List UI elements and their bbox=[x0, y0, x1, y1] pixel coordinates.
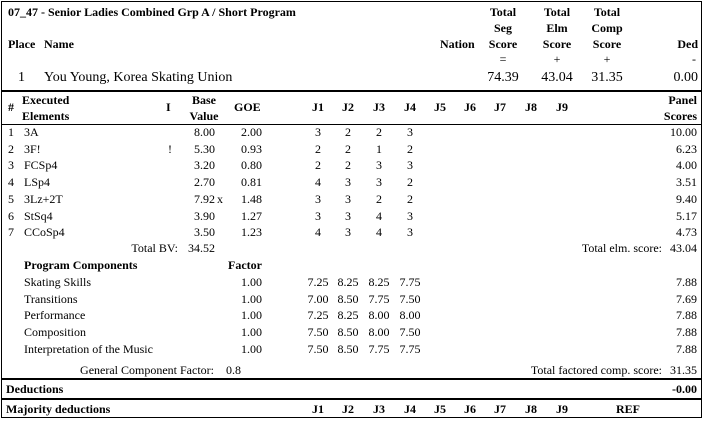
skater-tes: 43.04 bbox=[541, 70, 573, 85]
component-judge-score: 7.50 bbox=[307, 325, 329, 340]
skater-name: You Young, Korea Skating Union bbox=[44, 70, 233, 85]
element-num: 1 bbox=[8, 125, 14, 139]
judge-header-7: J7 bbox=[494, 100, 506, 114]
element-judge-score: 2 bbox=[407, 175, 413, 190]
component-factor: 1.00 bbox=[241, 291, 262, 306]
col-panel-2: Scores bbox=[663, 109, 697, 123]
element-goe: 0.81 bbox=[241, 175, 262, 190]
header-tes-3: Score bbox=[542, 37, 572, 51]
total-bv-label: Total BV: bbox=[131, 241, 178, 255]
component-name: Interpretation of the Music bbox=[24, 341, 153, 356]
element-judge-score: 3 bbox=[345, 225, 351, 240]
col-panel-1: Panel bbox=[668, 93, 697, 107]
gcf-label: General Component Factor: bbox=[80, 363, 214, 377]
component-judge-score: 7.50 bbox=[307, 341, 329, 356]
header-place: Place bbox=[8, 37, 36, 51]
component-judge-score: 8.50 bbox=[337, 291, 359, 306]
element-goe: 1.48 bbox=[241, 191, 262, 206]
element-num: 5 bbox=[8, 191, 14, 206]
element-panel-score: 6.23 bbox=[676, 141, 697, 156]
divider-top bbox=[2, 90, 701, 92]
element-code: CCoSp4 bbox=[24, 225, 65, 240]
element-base: 2.70 bbox=[194, 175, 215, 190]
majority-judge-3: J3 bbox=[373, 402, 385, 416]
element-judge-score: 3 bbox=[345, 175, 351, 190]
deductions-value: -0.00 bbox=[672, 382, 697, 396]
element-judge-score: 3 bbox=[407, 158, 413, 173]
majority-label: Majority deductions bbox=[6, 402, 111, 416]
element-judge-score: 3 bbox=[407, 225, 413, 240]
judge-header-2: J2 bbox=[342, 100, 354, 114]
component-judge-score: 8.25 bbox=[337, 275, 359, 289]
header-tss-3: Score bbox=[488, 37, 518, 51]
element-goe: 1.27 bbox=[241, 208, 262, 223]
component-factor: 1.00 bbox=[241, 341, 262, 356]
majority-judge-7: J7 bbox=[494, 402, 506, 416]
element-judge-score: 2 bbox=[315, 158, 321, 173]
element-panel-score: 10.00 bbox=[670, 125, 697, 139]
header-name: Name bbox=[44, 37, 74, 51]
col-num: # bbox=[8, 100, 14, 114]
element-judge-score: 3 bbox=[407, 125, 413, 139]
element-judge-score: 3 bbox=[315, 125, 321, 139]
element-judge-score: 2 bbox=[376, 125, 382, 139]
majority-judge-6: J6 bbox=[464, 402, 476, 416]
element-judge-score: 3 bbox=[315, 191, 321, 206]
skater-place: 1 bbox=[18, 70, 25, 85]
element-x-flag: x bbox=[217, 191, 223, 206]
element-judge-score: 3 bbox=[376, 158, 382, 173]
component-panel-score: 7.88 bbox=[676, 325, 697, 340]
header-nation: Nation bbox=[440, 37, 475, 51]
element-judge-score: 2 bbox=[407, 141, 413, 156]
element-judge-score: 2 bbox=[345, 141, 351, 156]
element-base: 8.00 bbox=[194, 125, 215, 139]
element-judge-score: 2 bbox=[345, 125, 351, 139]
header-pcs-2: Comp bbox=[591, 21, 623, 35]
element-judge-score: 4 bbox=[315, 225, 321, 240]
element-panel-score: 5.17 bbox=[676, 208, 697, 223]
factor-header: Factor bbox=[228, 258, 262, 272]
page-title: 07_47 - Senior Ladies Combined Grp A / Short Program bbox=[8, 5, 296, 19]
element-judge-score: 3 bbox=[376, 175, 382, 190]
element-code: StSq4 bbox=[24, 208, 53, 223]
majority-judge-2: J2 bbox=[342, 402, 354, 416]
header-pcs-1: Total bbox=[593, 5, 621, 19]
element-info: ! bbox=[168, 141, 172, 156]
score-sheet bbox=[1, 1, 702, 418]
majority-judge-1: J1 bbox=[312, 402, 324, 416]
component-judge-score: 7.50 bbox=[399, 291, 421, 306]
element-judge-score: 4 bbox=[376, 225, 382, 240]
col-goe: GOE bbox=[234, 100, 261, 114]
element-base: 3.50 bbox=[194, 225, 215, 240]
majority-judge-5: J5 bbox=[434, 402, 446, 416]
element-judge-score: 3 bbox=[345, 208, 351, 223]
element-code: 3Lz+2T bbox=[24, 191, 63, 206]
component-judge-score: 7.75 bbox=[399, 275, 421, 289]
element-judge-score: 2 bbox=[315, 141, 321, 156]
component-judge-score: 7.00 bbox=[307, 291, 329, 306]
element-code: FCSp4 bbox=[24, 158, 58, 173]
judge-header-4: J4 bbox=[404, 100, 416, 114]
element-goe: 0.93 bbox=[241, 141, 262, 156]
element-base: 3.20 bbox=[194, 158, 215, 173]
element-panel-score: 3.51 bbox=[676, 175, 697, 190]
component-name: Composition bbox=[24, 325, 87, 340]
component-judge-score: 7.25 bbox=[307, 308, 329, 323]
component-factor: 1.00 bbox=[241, 308, 262, 323]
col-executed-2: Elements bbox=[22, 109, 70, 123]
element-judge-score: 2 bbox=[376, 191, 382, 206]
header-tss-2: Seg bbox=[494, 21, 512, 35]
divider-majority bbox=[2, 398, 701, 400]
header-ded-2: - bbox=[692, 52, 696, 66]
total-bv-value: 34.52 bbox=[188, 241, 215, 255]
element-panel-score: 9.40 bbox=[676, 191, 697, 206]
majority-judge-4: J4 bbox=[404, 402, 416, 416]
header-ded-1: Ded bbox=[677, 37, 698, 51]
component-judge-score: 7.75 bbox=[368, 291, 390, 306]
element-num: 2 bbox=[8, 141, 14, 156]
judge-header-6: J6 bbox=[464, 100, 476, 114]
component-name: Skating Skills bbox=[24, 275, 92, 289]
gcf-value: 0.8 bbox=[226, 363, 241, 377]
component-factor: 1.00 bbox=[241, 325, 262, 340]
majority-judge-8: J8 bbox=[525, 402, 537, 416]
element-base: 5.30 bbox=[194, 141, 215, 156]
element-num: 4 bbox=[8, 175, 14, 190]
header-pcs-4: + bbox=[603, 52, 611, 66]
header-pcs-3: Score bbox=[592, 37, 622, 51]
header-tes-2: Elm bbox=[546, 21, 568, 35]
deductions-label: Deductions bbox=[6, 382, 64, 396]
divider-deductions bbox=[2, 378, 701, 380]
component-name: Performance bbox=[24, 308, 86, 323]
judge-header-3: J3 bbox=[373, 100, 385, 114]
element-goe: 2.00 bbox=[241, 125, 262, 139]
element-code: LSp4 bbox=[24, 175, 51, 190]
element-goe: 1.23 bbox=[241, 225, 262, 240]
col-base-1: Base bbox=[192, 93, 216, 107]
element-panel-score: 4.00 bbox=[676, 158, 697, 173]
skater-tss: 74.39 bbox=[487, 70, 519, 85]
component-panel-score: 7.69 bbox=[676, 291, 697, 306]
element-judge-score: 4 bbox=[376, 208, 382, 223]
majority-judge-9: J9 bbox=[556, 402, 568, 416]
header-tes-1: Total bbox=[543, 5, 571, 19]
component-name: Transitions bbox=[24, 291, 78, 306]
element-num: 7 bbox=[8, 225, 14, 240]
component-judge-score: 7.25 bbox=[307, 275, 329, 289]
element-num: 3 bbox=[8, 158, 14, 173]
element-judge-score: 4 bbox=[315, 175, 321, 190]
component-judge-score: 8.50 bbox=[337, 325, 359, 340]
element-goe: 0.80 bbox=[241, 158, 262, 173]
component-judge-score: 8.50 bbox=[337, 341, 359, 356]
col-base-2: Value bbox=[189, 109, 219, 123]
element-panel-score: 4.73 bbox=[676, 225, 697, 240]
header-tss-4: = bbox=[499, 52, 507, 66]
skater-pcs: 31.35 bbox=[591, 70, 623, 85]
component-panel-score: 7.88 bbox=[676, 275, 697, 289]
total-comp-label: Total factored comp. score: bbox=[530, 363, 662, 377]
element-judge-score: 3 bbox=[315, 208, 321, 223]
skater-ded: 0.00 bbox=[673, 70, 698, 85]
component-factor: 1.00 bbox=[241, 275, 262, 289]
element-base: 3.90 bbox=[194, 208, 215, 223]
header-tss-1: Total bbox=[489, 5, 517, 19]
col-executed-1: Executed bbox=[22, 93, 70, 107]
judge-header-5: J5 bbox=[434, 100, 446, 114]
element-code: 3F! bbox=[24, 141, 41, 156]
judge-header-1: J1 bbox=[312, 100, 324, 114]
col-info: I bbox=[166, 100, 171, 114]
element-judge-score: 2 bbox=[345, 158, 351, 173]
element-num: 6 bbox=[8, 208, 14, 223]
header-tes-4: + bbox=[553, 52, 561, 66]
component-judge-score: 8.00 bbox=[368, 325, 390, 340]
component-panel-score: 7.88 bbox=[676, 341, 697, 356]
component-judge-score: 8.25 bbox=[337, 308, 359, 323]
ref-label: REF bbox=[616, 402, 640, 416]
component-judge-score: 8.00 bbox=[368, 308, 390, 323]
total-elm-label: Total elm. score: bbox=[581, 241, 662, 255]
components-header: Program Components bbox=[24, 258, 138, 272]
element-code: 3A bbox=[24, 125, 39, 139]
total-elm-value: 43.04 bbox=[670, 241, 697, 255]
judge-header-8: J8 bbox=[525, 100, 537, 114]
element-judge-score: 3 bbox=[345, 191, 351, 206]
component-panel-score: 7.88 bbox=[676, 308, 697, 323]
element-judge-score: 2 bbox=[407, 191, 413, 206]
component-judge-score: 7.50 bbox=[399, 325, 421, 340]
judge-header-9: J9 bbox=[556, 100, 568, 114]
component-judge-score: 7.75 bbox=[399, 341, 421, 356]
component-judge-score: 8.00 bbox=[399, 308, 421, 323]
component-judge-score: 7.75 bbox=[368, 341, 390, 356]
element-judge-score: 3 bbox=[407, 208, 413, 223]
element-base: 7.92 bbox=[194, 191, 215, 206]
total-comp-value: 31.35 bbox=[670, 363, 697, 377]
component-judge-score: 8.25 bbox=[368, 275, 390, 289]
element-judge-score: 1 bbox=[376, 141, 382, 156]
